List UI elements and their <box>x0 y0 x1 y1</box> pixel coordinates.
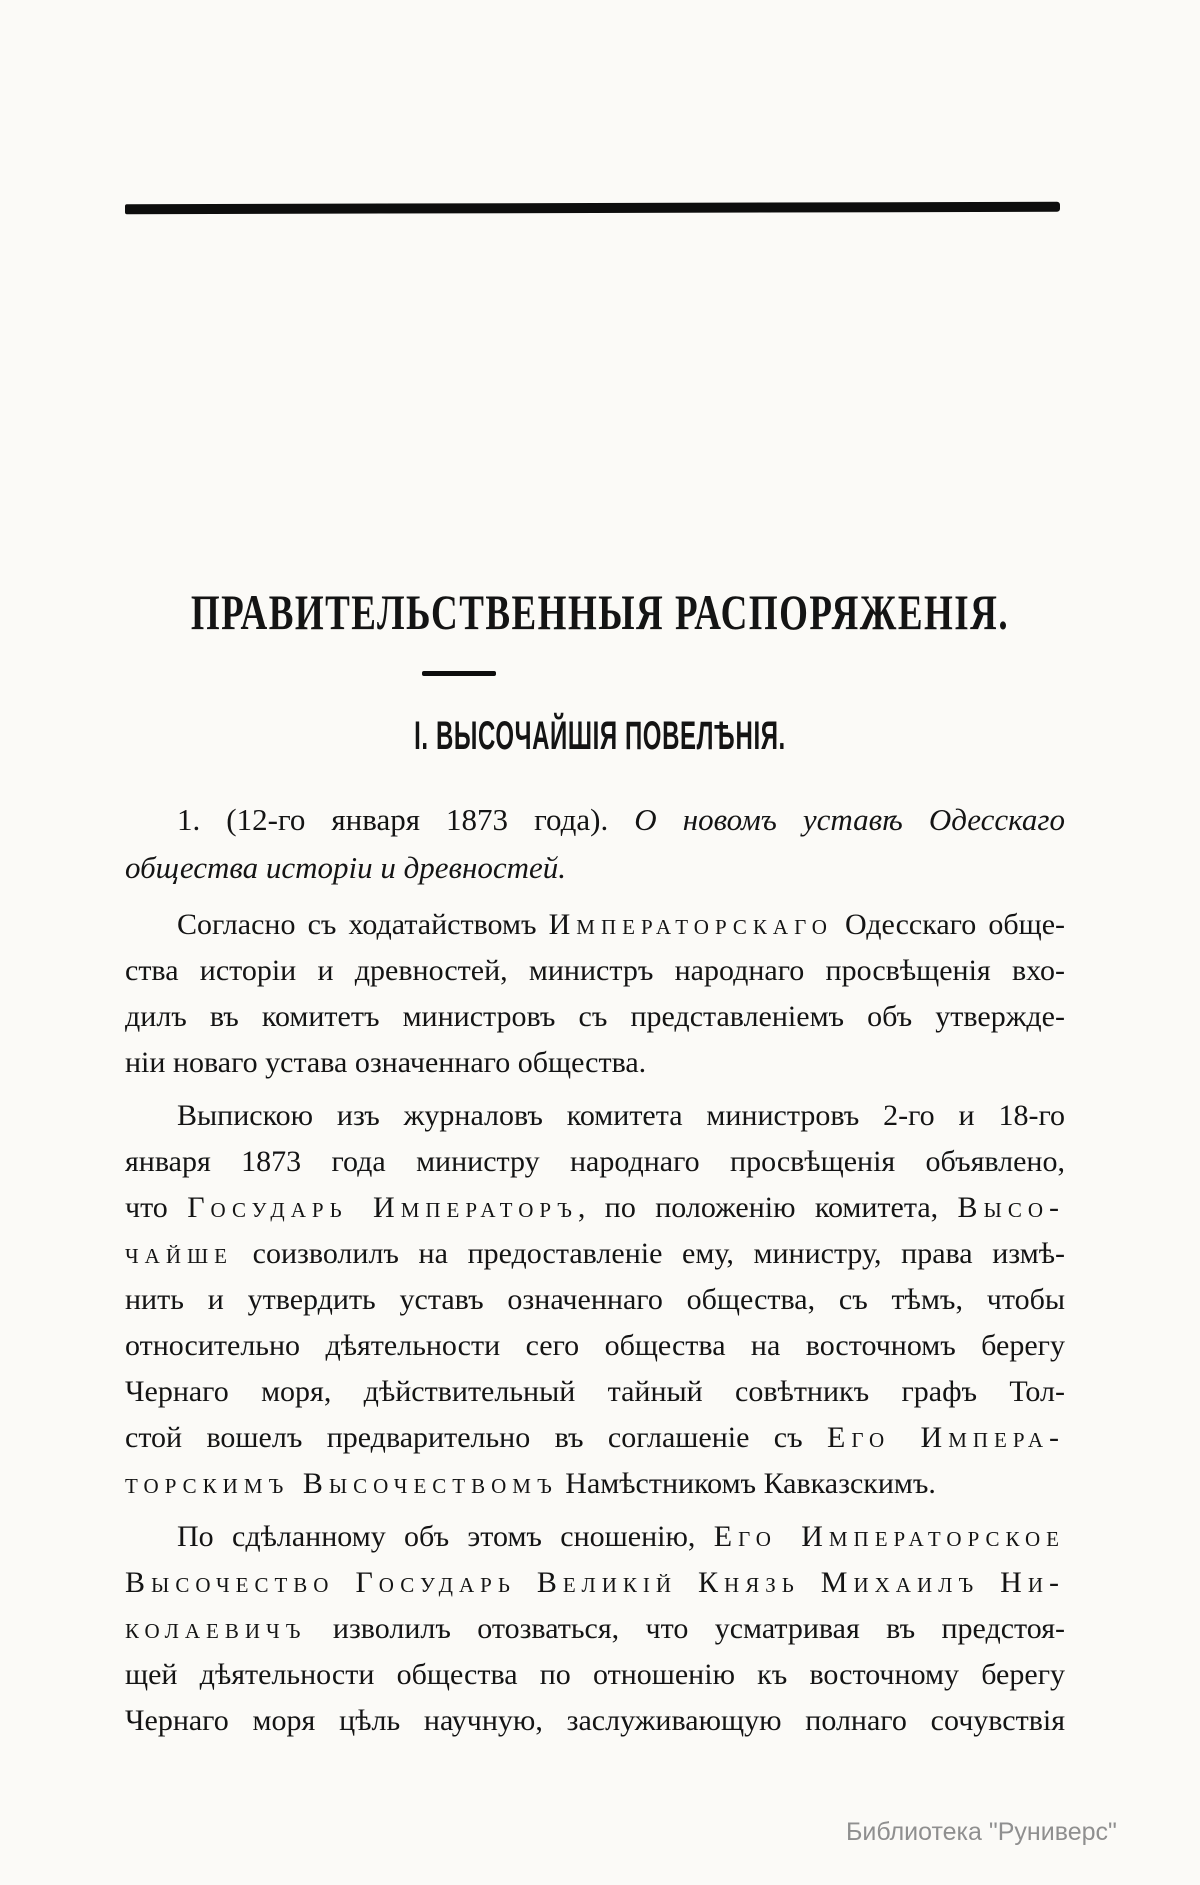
text-line <box>125 1185 1065 1231</box>
text-segment: что <box>125 1191 188 1224</box>
text-segment: щей дѣятельности общества по отношенію къ восточному берегу <box>125 1658 1065 1691</box>
text-segment: Высо- <box>957 1191 1066 1224</box>
header-rule <box>125 202 1060 214</box>
text-segment: Императорскаго <box>548 908 833 941</box>
text-segment: дилъ въ комитетъ министровъ съ представленіемъ объ утвержде- <box>125 1000 1065 1033</box>
text-line <box>125 1514 1065 1560</box>
text-segment: января 1873 года министру народнаго просвѣщенія объявлено, <box>125 1145 1065 1178</box>
text-segment: Выпискою изъ журналовъ комитета министровъ 2-го и 18-го <box>177 1099 1065 1132</box>
text-segment: колаевичъ <box>125 1612 307 1645</box>
text-line <box>125 844 1065 892</box>
text-segment: ства исторіи и древностей, министръ народнаго просвѣщенія вхо- <box>125 954 1065 987</box>
text-column <box>125 796 1065 1751</box>
text-line <box>125 1461 1065 1507</box>
text-line <box>125 1652 1065 1698</box>
paragraph-body-1 <box>125 902 1065 1086</box>
text-segment: соизволилъ на предоставленіе ему, министру, права измѣ- <box>233 1237 1065 1270</box>
text-line <box>125 796 1065 844</box>
text-segment: По сдѣланному объ этомъ сношенію, <box>177 1520 714 1553</box>
text-segment: Намѣстникомъ Кавказскимъ. <box>557 1467 936 1500</box>
text-segment: Государь Императоръ <box>187 1191 578 1224</box>
text-segment: Чернаго моря, дѣйствительный тайный совѣтникъ графъ Тол- <box>125 1375 1065 1408</box>
text-segment: стой вошелъ предварительно въ соглашеніе съ <box>125 1421 828 1454</box>
text-line <box>125 1093 1065 1139</box>
text-line <box>125 1323 1065 1369</box>
text-line <box>125 902 1065 948</box>
text-segment: ніи новаго устава означеннаго общества. <box>125 1046 647 1079</box>
text-segment: , по положенію комитета, <box>577 1191 958 1224</box>
text-segment: нить и утвердить уставъ означеннаго общества, съ тѣмъ, чтобы <box>125 1283 1065 1316</box>
text-line <box>125 1698 1065 1744</box>
paragraph-body-3 <box>125 1514 1065 1744</box>
text-line <box>125 1369 1065 1415</box>
text-line <box>125 1231 1065 1277</box>
text-line <box>125 948 1065 994</box>
text-segment: О новомъ уставѣ Одесскаго <box>634 802 1065 837</box>
title-divider <box>422 671 496 676</box>
text-segment: чайше <box>125 1237 233 1270</box>
text-line <box>125 1139 1065 1185</box>
text-segment: Согласно съ ходатайствомъ <box>177 908 549 941</box>
library-watermark: Библиотека "Руниверс" <box>846 1818 1117 1846</box>
text-line <box>125 994 1065 1040</box>
text-segment: Его Императорское <box>713 1520 1065 1553</box>
page-title: ПРАВИТЕЛЬСТВЕННЫЯ РАСПОРЯЖЕНІЯ. <box>190 584 1010 640</box>
text-segment: относительно дѣятельности сего общества на восточномъ берегу <box>125 1329 1065 1362</box>
text-segment: 1. (12-го января 1873 года). <box>177 802 635 837</box>
text-segment: общества исторіи и древностей. <box>125 850 567 885</box>
text-line <box>125 1040 1065 1086</box>
text-segment: Его Импера- <box>827 1421 1066 1454</box>
text-line <box>125 1277 1065 1323</box>
text-segment: Одесскаго обще- <box>832 908 1066 941</box>
text-line <box>125 1606 1065 1652</box>
text-line <box>125 1560 1065 1606</box>
paragraph-body-2 <box>125 1093 1065 1507</box>
text-segment: Чернаго моря цѣль научную, заслуживающую полнаго сочувствія <box>125 1704 1065 1737</box>
text-segment: торскимъ Высочествомъ <box>125 1467 558 1500</box>
text-segment: изволилъ отозваться, что усматривая въ предстоя- <box>306 1612 1065 1645</box>
paragraph-item-heading <box>125 796 1065 892</box>
section-heading: І. ВЫСОЧАЙШІЯ ПОВЕЛѢНІЯ. <box>414 714 786 758</box>
text-line <box>125 1415 1065 1461</box>
text-segment: Высочество Государь Великій Князь Михаилъ Ни- <box>125 1566 1065 1599</box>
